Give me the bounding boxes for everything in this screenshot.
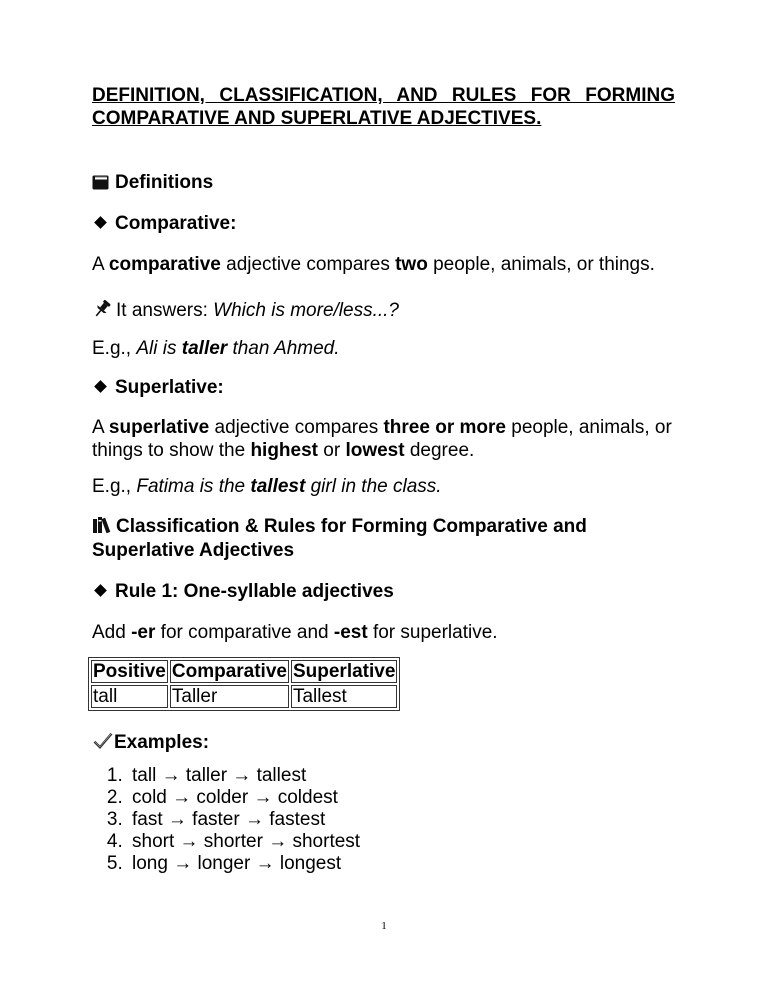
text-run: adjective compares xyxy=(209,417,384,438)
table-header-cell: Positive xyxy=(93,661,166,682)
suffix-est: -est xyxy=(333,622,368,643)
tip-question: Which is more/less...? xyxy=(213,300,399,321)
definitions-heading xyxy=(92,171,213,195)
text-run: people, animals, or things to show the xyxy=(92,417,672,461)
table-header-cell: Comparative xyxy=(171,661,287,682)
table-cell: Taller xyxy=(170,685,289,708)
term-comparative: comparative xyxy=(108,254,221,275)
tip-prefix: It answers: xyxy=(116,300,214,321)
example-prefix: E.g., xyxy=(92,338,137,359)
text-run: Ali is xyxy=(136,338,182,359)
book-icon xyxy=(92,175,109,190)
table-cell: Tallest xyxy=(291,685,397,708)
superlative-definition xyxy=(92,416,682,462)
examples-heading-text: Examples: xyxy=(114,732,210,753)
examples-heading xyxy=(92,731,209,755)
definitions-heading-text: Definitions xyxy=(115,172,214,193)
comparative-heading-text: Comparative: xyxy=(115,213,237,234)
comparative-example xyxy=(92,337,682,360)
list-item: 2. cold → colder → coldest xyxy=(128,787,360,809)
superlative-heading xyxy=(92,376,224,400)
example-prefix: E.g., xyxy=(92,476,137,497)
diamond-bullet-icon xyxy=(94,585,107,598)
comparative-definition xyxy=(92,253,682,276)
books-icon xyxy=(92,516,112,534)
table-row xyxy=(91,685,397,708)
text-run: people, animals, or things. xyxy=(427,254,655,275)
text-run: for comparative and xyxy=(155,622,334,643)
list-item: 3. fast → faster → fastest xyxy=(128,809,360,831)
list-item: 5. long → longer → longest xyxy=(128,853,360,875)
example-keyword: taller xyxy=(181,338,228,359)
classification-heading xyxy=(92,515,682,563)
table-header-row xyxy=(91,660,397,683)
suffix-er: -er xyxy=(131,622,156,643)
document-title: DEFINITION, CLASSIFICATION, AND RULES FOR FORMING COMPARATIVE AND SUPERLATIVE ADJECTIVES. xyxy=(92,85,675,129)
pushpin-icon xyxy=(92,299,112,319)
table-cell: tall xyxy=(91,685,168,708)
examples-list xyxy=(92,765,360,875)
text-run: girl in the class. xyxy=(305,476,442,497)
list-item: 4. short → shorter → shortest xyxy=(128,831,360,853)
diamond-bullet-icon xyxy=(94,381,107,394)
table-header-cell: Superlative xyxy=(292,661,396,682)
classification-heading-text: Classification & Rules for Forming Comparative and Superlative Adjectives xyxy=(92,516,587,561)
emphasis-lowest: lowest xyxy=(345,440,405,461)
rule1-description xyxy=(92,621,682,644)
emphasis-three-or-more: three or more xyxy=(383,417,506,438)
text-run: Fatima is the xyxy=(136,476,251,497)
term-superlative: superlative xyxy=(108,417,210,438)
emphasis-two: two xyxy=(395,254,428,275)
text-run: or xyxy=(318,440,346,461)
page-number: 1 xyxy=(381,920,387,932)
comparative-tip xyxy=(92,299,682,322)
text-run: A xyxy=(92,254,109,275)
comparative-heading xyxy=(92,212,236,236)
text-run: Add xyxy=(92,622,132,643)
text-run: degree. xyxy=(404,440,475,461)
superlative-example xyxy=(92,475,682,498)
rule1-heading xyxy=(92,580,394,604)
rule1-table xyxy=(88,657,400,711)
rule1-heading-text: Rule 1: One-syllable adjectives xyxy=(115,581,394,602)
emphasis-highest: highest xyxy=(250,440,318,461)
diamond-bullet-icon xyxy=(94,217,107,230)
superlative-heading-text: Superlative: xyxy=(115,377,224,398)
text-run: A xyxy=(92,417,109,438)
example-keyword: tallest xyxy=(250,476,306,497)
check-mark-icon xyxy=(92,731,114,751)
list-item: 1. tall → taller → tallest xyxy=(128,765,360,787)
text-run: adjective compares xyxy=(220,254,396,275)
text-run: than Ahmed. xyxy=(227,338,340,359)
text-run: for superlative. xyxy=(367,622,498,643)
